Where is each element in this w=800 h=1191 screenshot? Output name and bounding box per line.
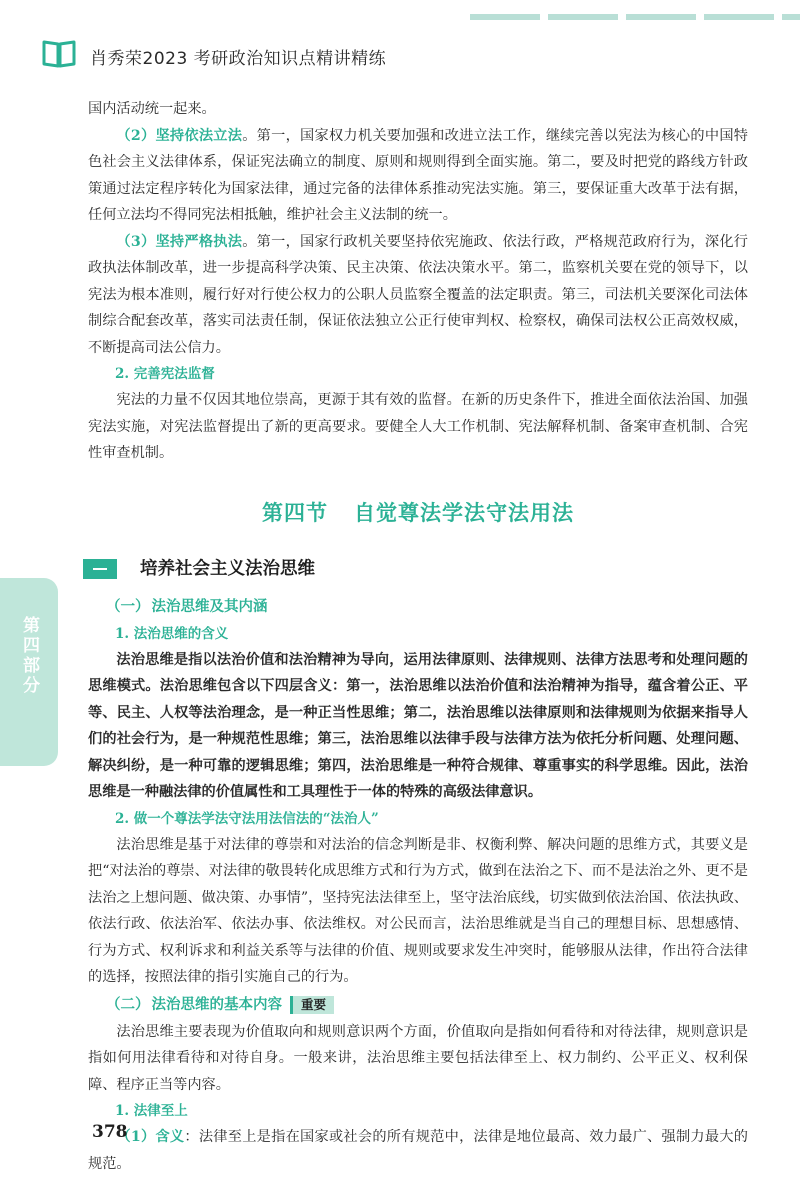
book-title: 肖秀荣2023 考研政治知识点精讲精练 (90, 49, 387, 69)
section-number: 第四节 (262, 500, 328, 525)
subheading-law-supremacy: 1. 法律至上 (115, 1103, 188, 1119)
subheading-meaning: 1. 法治思维的含义 (115, 625, 229, 642)
subheading-constitution-supervision: 2. 完善宪法监督 (115, 366, 215, 382)
section-name: 自觉尊法学法守法用法 (354, 500, 574, 525)
point-label-enforcement: （3）坚持严格执法 (116, 233, 243, 250)
heading-marker-icon (83, 559, 117, 579)
part-side-tab-label: 第四部分 (19, 616, 39, 696)
paragraph-constitution-supervision: 宪法的力量不仅因其地位崇高，更源于其有效的监督。在新的历史条件下，推进全面依法治国、加强宪法实施，对宪法监督提出了新的更高要求。要健全人大工作机制、宪法解释机制、备案审查机制、合宪性审查机制。 (88, 392, 748, 461)
important-badge: 重要 (290, 996, 334, 1014)
paragraph-legislation (88, 123, 748, 229)
subheading-rule-of-law-person: 2. 做一个尊法学法守法用法信法的“法治人” (115, 810, 379, 827)
heading-level1-text: 培养社会主义法治思维 (140, 558, 315, 579)
point-label-definition: （1）含义 (116, 1129, 185, 1145)
paragraph-enforcement (88, 229, 748, 362)
page-content (88, 96, 748, 1177)
heading-level2-basic-content: （二） 法治思维的基本内容 重要 (88, 991, 748, 1019)
paragraph-meaning: 法治思维是指以法治价值和法治精神为导向，运用法律原则、法律规则、法律方法思考和处理问题的思维模式。法治思维包含以下四层含义：第一，法治思维以法治价值和法治精神为指导，蕴含着公正、平等、民主、人权等法治理念，是一种正当性思维；第二，法治思维以法律原则和法律规则为依据来指导人们的社会行为，是一种规范性思维；第三，法治思维以法律手段与法律方法为依托分析问题、处理问题、解决纠纷，是一种可靠的逻辑思维；第四，法治思维是一种符合规律、尊重事实的科学思维。因此，法治思维是一种融法律的价值属性和工具理性于一体的特殊的高级法律意识。 (88, 651, 748, 800)
section-title (88, 497, 748, 527)
point-text-definition: ：法律至上是指在国家或社会的所有规范中，法律是地位最高、效力最广、强制力最大的规范。 (88, 1129, 748, 1172)
paragraph-basic-content: 法治思维主要表现为价值取向和规则意识两个方面，价值取向是指如何看待和对待法律，规则意识是指如何用法律看待和对待自身。一般来讲，法治思维主要包括法律至上、权力制约、公平正义、权利保障、程序正当等内容。 (88, 1023, 748, 1093)
heading-level1 (88, 553, 748, 587)
heading-level2-meaning: （一） 法治思维及其内涵 (106, 597, 268, 615)
paragraph-continuation: 国内活动统一起来。 (88, 101, 216, 117)
header-decoration-bar (470, 14, 800, 20)
part-side-tab (0, 578, 58, 766)
open-book-icon (42, 38, 76, 68)
point-label-legislation: （2）坚持依法立法 (116, 127, 243, 144)
paragraph-law-supremacy (88, 1124, 748, 1177)
page-number: 378 (92, 1122, 128, 1142)
paragraph-rule-of-law-person: 法治思维是基于对法律的尊崇和对法治的信念判断是非、权衡利弊、解决问题的思维方式，其要义是把“对法治的尊崇、对法律的敬畏转化成思维方式和行为方式，做到在法治之下、而不是法治之外、更不是法治之上想问题、做决策、办事情”，坚持宪法法律至上，坚守法治底线，切实做到依法治国、依法执政、依法行政、依法治军、依法办事、依法维权。对公民而言，法治思维就是当自己的理想目标、思想感情、行为方式、权利诉求和利益关系等与法律的价值、规则或要求发生冲突时，能够服从法律，作出符合法律的选择，按照法律的指引实施自己的行为。 (88, 836, 748, 985)
page-header (0, 0, 800, 90)
point-text-enforcement: 。第一，国家行政机关要坚持依宪施政、依法行政，严格规范政府行为，深化行政执法体制改革，进一步提高科学决策、民主决策、依法决策水平。第二，监察机关要在党的领导下，以宪法为根本准则，履行好对行使公权力的公职人员监察全覆盖的法定职责。第三，司法机关要深化司法体制综合配套改革，落实司法责任制，保证依法独立公正行使审判权、检察权，确保司法权公正高效权威，不断提高司法公信力。 (88, 233, 748, 356)
point-text-legislation: 。第一，国家权力机关要加强和改进立法工作，继续完善以宪法为核心的中国特色社会主义法律体系，保证宪法确立的制度、原则和规则得到全面实施。第二，要及时把党的路线方针政策通过法定程序转化为国家法律，通过完备的法律体系推动宪法实施。第三，要保证重大改革于法有据，任何立法均不得同宪法相抵触，维护社会主义法制的统一。 (88, 127, 748, 223)
